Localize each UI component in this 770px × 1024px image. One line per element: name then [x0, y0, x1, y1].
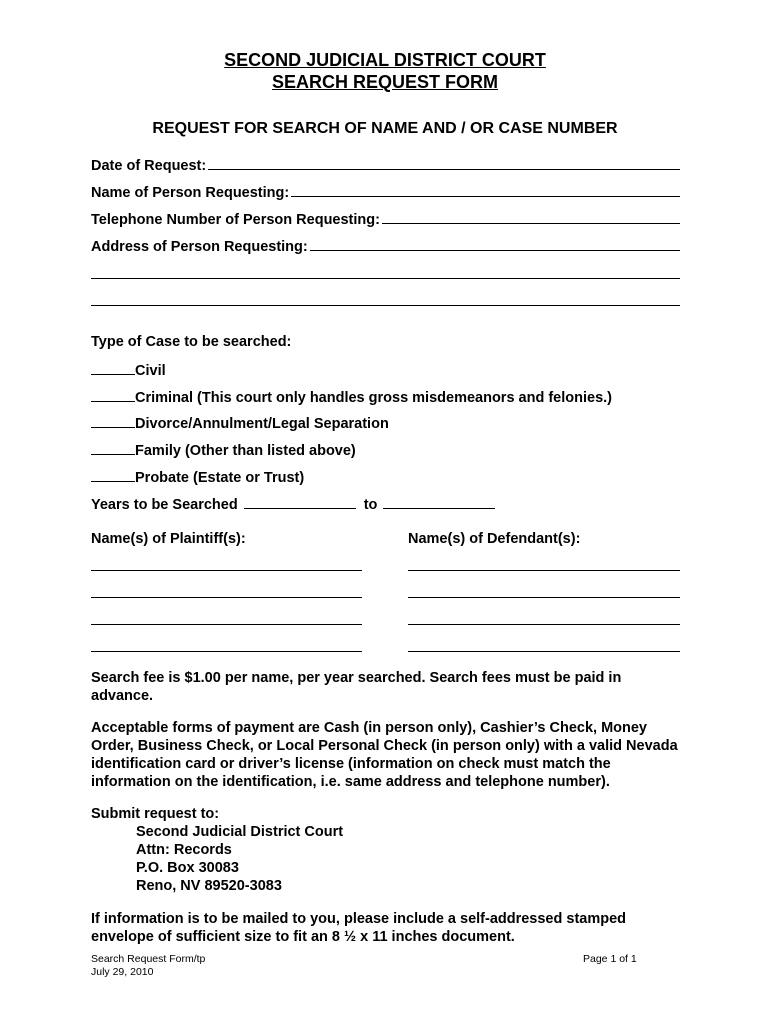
defendant-field-1[interactable] — [408, 570, 680, 571]
case-option-divorce — [91, 413, 389, 433]
civil-checkbox-blank[interactable] — [91, 360, 135, 375]
submit-address-line: Attn: Records — [136, 842, 232, 858]
address-row — [91, 238, 680, 256]
date-field[interactable] — [208, 169, 680, 170]
years-label: Years to be Searched — [91, 497, 238, 513]
phone-label: Telephone Number of Person Requesting: — [91, 212, 380, 228]
defendant-field-3[interactable] — [408, 624, 680, 625]
defendant-field-2[interactable] — [408, 597, 680, 598]
defendant-field-4[interactable] — [408, 651, 680, 652]
court-title: SECOND JUDICIAL DISTRICT COURT — [224, 50, 546, 70]
address-field[interactable] — [310, 250, 680, 251]
case-option-label: Civil — [135, 363, 166, 379]
case-option-probate — [91, 467, 304, 487]
years-to-field[interactable] — [383, 494, 495, 509]
date-label: Date of Request: — [91, 158, 207, 174]
case-option-civil — [91, 360, 166, 380]
years-to-label: to — [363, 497, 378, 513]
case-type-heading: Type of Case to be searched: — [91, 334, 292, 350]
submit-label: Submit request to: — [91, 806, 220, 822]
plaintiff-label: Name(s) of Plaintiff(s): — [91, 531, 246, 547]
name-row — [91, 184, 680, 202]
criminal-checkbox-blank[interactable] — [91, 387, 135, 402]
case-option-family — [91, 440, 356, 460]
address-field-line-3[interactable] — [91, 305, 680, 306]
submit-address-line: P.O. Box 30083 — [136, 860, 239, 876]
plaintiff-field-4[interactable] — [91, 651, 362, 652]
submit-address-line: Reno, NV 89520-3083 — [136, 878, 282, 894]
footer-page-number: Page 1 of 1 — [583, 953, 637, 965]
fee-paragraph: Search fee is $1.00 per name, per year searched. Search fees must be paid in advance. — [91, 670, 622, 704]
plaintiff-field-3[interactable] — [91, 624, 362, 625]
name-label: Name of Person Requesting: — [91, 185, 290, 201]
address-label: Address of Person Requesting: — [91, 239, 308, 255]
plaintiff-field-1[interactable] — [91, 570, 362, 571]
phone-field[interactable] — [382, 223, 680, 224]
payment-paragraph: Acceptable forms of payment are Cash (in person only), Cashier’s Check, Money Order, Business Check, or Local Personal Check (in person only) with a valid Nevada identification card or driver’s license (information on check must match the information on the identification, i.e. same address and telephone number). — [91, 720, 678, 790]
case-option-label: Criminal (This court only handles gross misdemeanors and felonies.) — [135, 390, 612, 406]
case-option-label: Divorce/Annulment/Legal Separation — [135, 416, 389, 432]
divorce-checkbox-blank[interactable] — [91, 413, 135, 428]
defendant-label: Name(s) of Defendant(s): — [408, 531, 581, 547]
years-row — [91, 494, 495, 514]
name-field[interactable] — [291, 196, 680, 197]
plaintiff-field-2[interactable] — [91, 597, 362, 598]
date-row — [91, 157, 680, 175]
case-option-criminal — [91, 387, 612, 407]
case-option-label: Probate (Estate or Trust) — [135, 470, 305, 486]
form-title: SEARCH REQUEST FORM — [271, 72, 498, 92]
footer-date: July 29, 2010 — [91, 966, 154, 978]
submit-address-line: Second Judicial District Court — [136, 824, 344, 840]
form-subtitle: REQUEST FOR SEARCH OF NAME AND / OR CASE NUMBER — [152, 120, 618, 137]
case-option-label: Family (Other than listed above) — [135, 443, 356, 459]
address-field-line-2[interactable] — [91, 278, 680, 279]
years-from-field[interactable] — [244, 494, 356, 509]
footer-form-name: Search Request Form/tp — [91, 953, 206, 965]
mail-note: If information is to be mailed to you, please include a self-addressed stamped envelope of sufficient size to fit an 8 ½ x 11 inches document. — [91, 911, 627, 945]
probate-checkbox-blank[interactable] — [91, 467, 135, 482]
phone-row — [91, 211, 680, 229]
family-checkbox-blank[interactable] — [91, 440, 135, 455]
